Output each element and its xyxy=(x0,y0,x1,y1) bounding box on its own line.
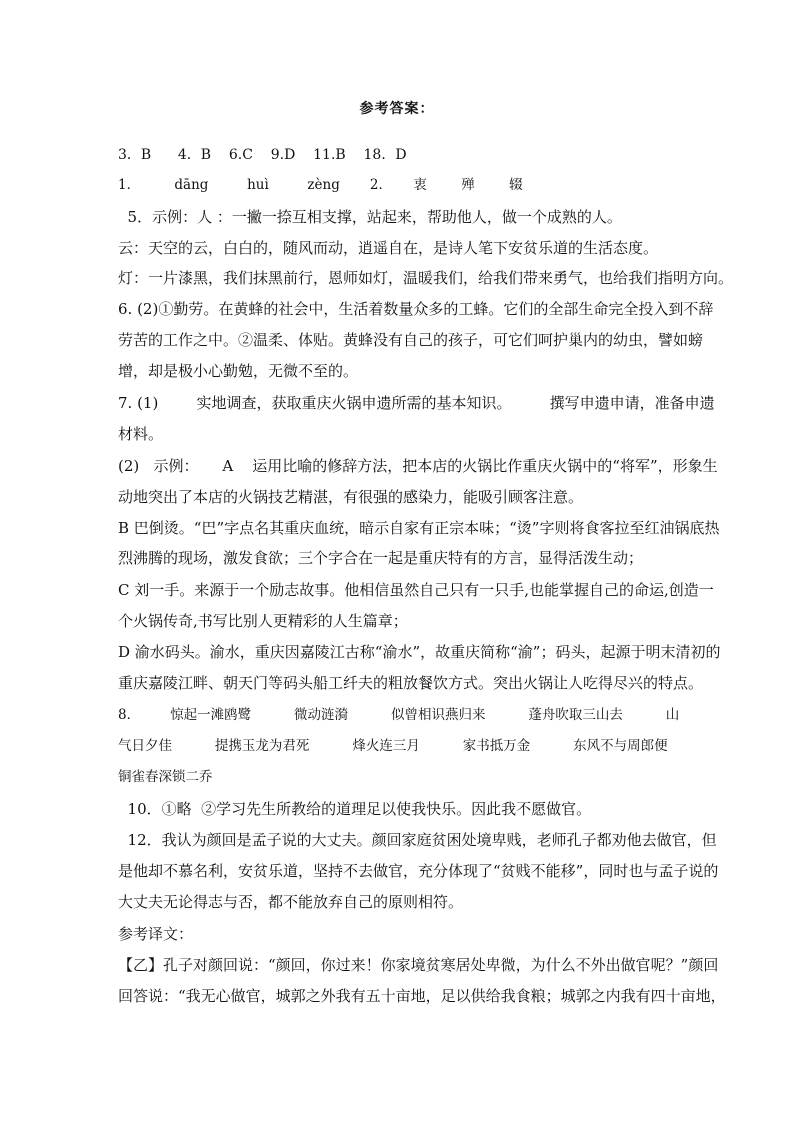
answer-line: 12．我认为颜回是孟子说的大丈夫。颜回家庭贫困处境卑贱，老师孔子都劝他去做官，但 xyxy=(118,831,717,849)
answer-line-pinyin: 1． dāng huì zèng 2． 衷 殚 辍 xyxy=(118,177,523,193)
answer-line: 回答说：“我无心做官，城郭之外我有五十亩地，足以供给我食粮；城郭之内我有四十亩地， xyxy=(118,987,726,1005)
answer-line: 烈沸腾的现场，激发食欲；三个字合在一起是重庆特有的方言，显得活泼生动； xyxy=(118,549,644,567)
answer-line: 7. (1) 实地调查，获取重庆火锅申遗所需的基本知识。 撰写申遗申请，准备申遗 xyxy=(118,394,715,412)
answer-line: 气日夕佳 提携玉龙为君死 烽火连三月 家书抵万金 东风不与周郎便 xyxy=(118,738,668,754)
answer-line-mc: 3．B 4．B 6.C 9.D 11.B 18．D xyxy=(118,147,407,163)
answer-line: 动地突出了本店的火锅技艺精湛，有很强的感染力，能吸引顾客注意。 xyxy=(118,488,584,506)
answer-line: 灯：一片漆黑，我们抹黑前行，恩师如灯，温暖我们，给我们带来勇气，也给我们指明方向。 xyxy=(118,269,734,287)
answer-line: 是他却不慕名利，安贫乐道，坚持不去做官，充分体现了“贫贱不能移”，同时也与孟子说的 xyxy=(118,862,719,880)
answer-line: 10．①略 ②学习先生所教给的道理足以使我快乐。因此我不愿做官。 xyxy=(118,800,592,818)
page-title: 参考答案： xyxy=(359,101,435,117)
answer-line: D 渝水码头。渝水，重庆因嘉陵江古称“渝水”，故重庆简称“渝”；码头，起源于明末清初的 xyxy=(118,643,721,661)
answer-line: 增，却是极小心勤勉，无微不至的。 xyxy=(118,362,359,380)
answer-line: 8． 惊起一滩鸥鹭 微动涟漪 似曾相识燕归来 蓬舟吹取三山去 山 xyxy=(118,707,680,723)
answer-line: 材料。 xyxy=(118,425,164,443)
answer-line: 云：天空的云，白白的，随风而动，逍遥自在，是诗人笔下安贫乐道的生活态度。 xyxy=(118,239,659,257)
answer-line: 铜雀春深锁二乔 xyxy=(118,769,213,785)
answer-line: C 刘一手。来源于一个励志故事。他相信虽然自己只有一只手,也能掌握自己的命运,创造一 xyxy=(118,581,714,599)
answer-line: 重庆嘉陵江畔、朝天门等码头船工纤夫的粗放餐饮方式。突出火锅让人吃得尽兴的特点。 xyxy=(118,674,704,692)
answer-line: 参考译文： xyxy=(118,925,194,943)
answer-line: 个火锅传奇,书写比别人更精彩的人生篇章； xyxy=(118,612,408,630)
answer-line: 【乙】孔子对颜回说：“颜回，你过来！你家境贫寒居处卑微，为什么不外出做官呢？”颜回 xyxy=(118,956,719,974)
answer-line: 劳苦的工作之中。②温柔、体贴。黄蜂没有自己的孩子，可它们呵护巢内的幼虫，譬如螃 xyxy=(118,331,704,349)
answer-line: (2) 示例： A 运用比喻的修辞方法，把本店的火锅比作重庆火锅中的“将军”，形象生 xyxy=(118,457,718,475)
answer-line: 6. (2)①勤劳。在黄蜂的社会中，生活着数量众多的工蜂。它们的全部生命完全投入到不辞 xyxy=(118,300,714,318)
answer-line: B 巴倒烫。“巴”字点名其重庆血统，暗示自家有正宗本味；“烫”字则将食客拉至红油锅底热 xyxy=(118,519,720,537)
answer-line: 大丈夫无论得志与否，都不能放弃自己的原则相符。 xyxy=(118,893,464,911)
answer-line: 5．示例：人 ：一撇一捺互相支撑，站起来，帮助他人，做一个成熟的人。 xyxy=(118,208,622,226)
